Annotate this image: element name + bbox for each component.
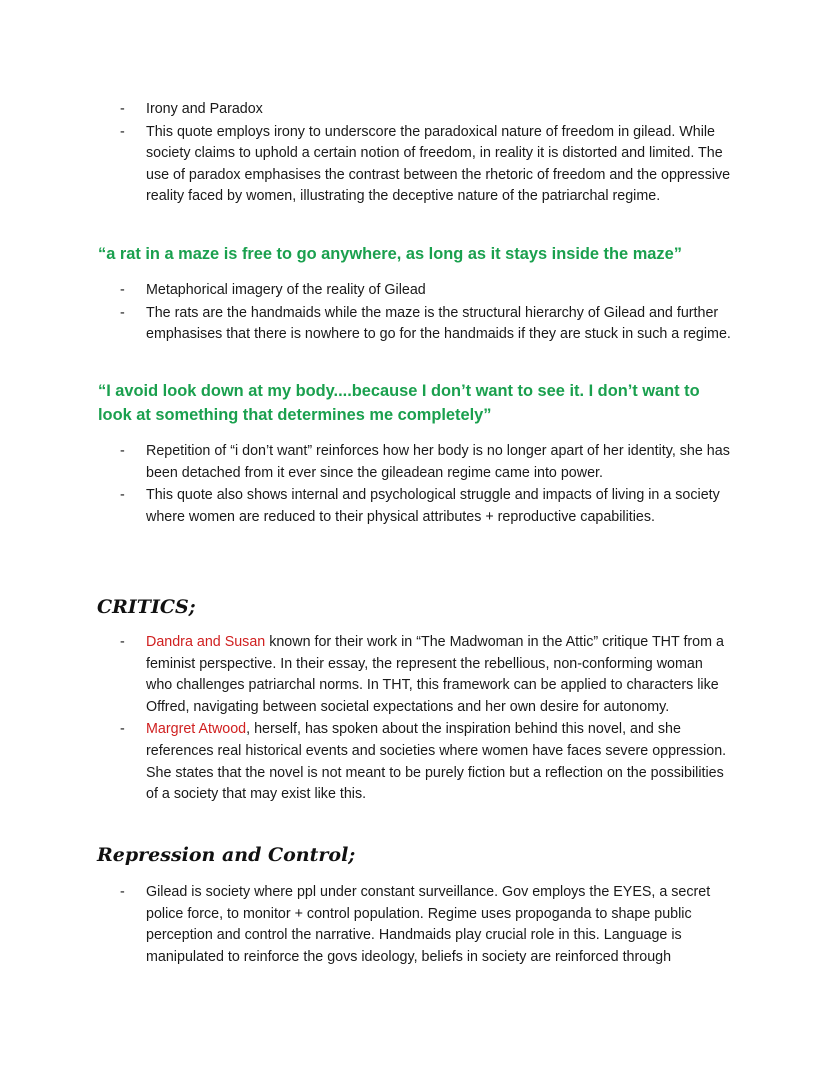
list-item xyxy=(0,719,828,805)
critic-name: Dandra and Susan xyxy=(146,634,266,650)
bullet-dash: - xyxy=(120,487,125,504)
quote-rat-maze: “a rat in a maze is free to go anywhere, as long as it stays inside the maze” xyxy=(98,245,682,263)
analysis-list-metaphor xyxy=(0,280,828,346)
list-item xyxy=(0,303,828,346)
bullet-dash: - xyxy=(120,884,125,900)
bullet-text: Repetition of “i don’t want” reinforces how her body is no longer apart of her identity, she has been detached from it ever since the gileadean regime came into power. xyxy=(146,443,730,481)
critics-heading: CRITICS; xyxy=(97,596,196,618)
bullet-text: , herself, has spoken about the inspiration behind this novel, and she references real historical events and societies where women have faces severe oppression. She states that the novel is not meant to be purely fiction but a reflection on the possibilities of a society that may exist like this. xyxy=(146,721,727,803)
critic-name: Margret Atwood xyxy=(146,721,247,738)
bullet-dash: - xyxy=(120,123,125,140)
quote-body: “I avoid look down at my body....because I don’t want to see it. I don’t want to look at something that determines me completely” xyxy=(98,382,700,424)
list-item xyxy=(0,882,828,968)
bullet-text: Gilead is society where ppl under constant surveillance. Gov employs the EYES, a secret police force, to monitor + control population. Regime uses propoganda to shape public perception and control the narrative. Handmaids play crucial role in this. Language is manipulated to reinforce the govs ideology, beliefs in society are reinforced through xyxy=(146,884,711,965)
bullet-text: known for their work in “The Madwoman in the Attic” critique THT from a feminist perspective. In their essay, the represent the rebellious, non-conforming woman who challenges patriarchal norms. In THT, this framework can be applied to characters like Offred, navigating between societal expectations and her own desire for autonomy. xyxy=(146,634,724,715)
bullet-dash: - xyxy=(120,443,125,459)
bullet-dash: - xyxy=(120,304,125,321)
repression-list xyxy=(0,882,828,968)
bullet-text: This quote employs irony to underscore the paradoxical nature of freedom in gilead. While society claims to uphold a certain notion of freedom, in reality it is distorted and limited. The use of paradox emphasises the contrast between the rhetoric of freedom and the oppressive reality faced by women, illustrating the deceptive nature of the patriarchal regime. xyxy=(146,123,731,205)
analysis-list-repetition xyxy=(0,441,828,528)
bullet-text: The rats are the handmaids while the maze is the structural hierarchy of Gilead and further emphasises that there is nowhere to go for the handmaids if they are stuck in such a regime. xyxy=(146,304,731,343)
bullet-dash: - xyxy=(120,721,125,738)
repression-heading: Repression and Control; xyxy=(97,844,356,866)
list-item xyxy=(0,441,828,484)
list-item xyxy=(0,99,828,121)
list-item xyxy=(0,632,828,718)
list-item xyxy=(0,122,828,208)
analysis-list-irony xyxy=(0,99,828,208)
bullet-text: This quote also shows internal and psychological struggle and impacts of living in a society where women are reduced to their physical attributes + reproductive capabilities. xyxy=(146,487,720,525)
bullet-dash: - xyxy=(120,634,125,650)
bullet-text: Irony and Paradox xyxy=(146,101,263,117)
bullet-dash: - xyxy=(120,101,125,117)
list-item xyxy=(0,485,828,528)
bullet-text: Metaphorical imagery of the reality of Gilead xyxy=(146,282,426,298)
bullet-dash: - xyxy=(120,282,125,298)
list-item xyxy=(0,280,828,302)
critics-list xyxy=(0,632,828,806)
